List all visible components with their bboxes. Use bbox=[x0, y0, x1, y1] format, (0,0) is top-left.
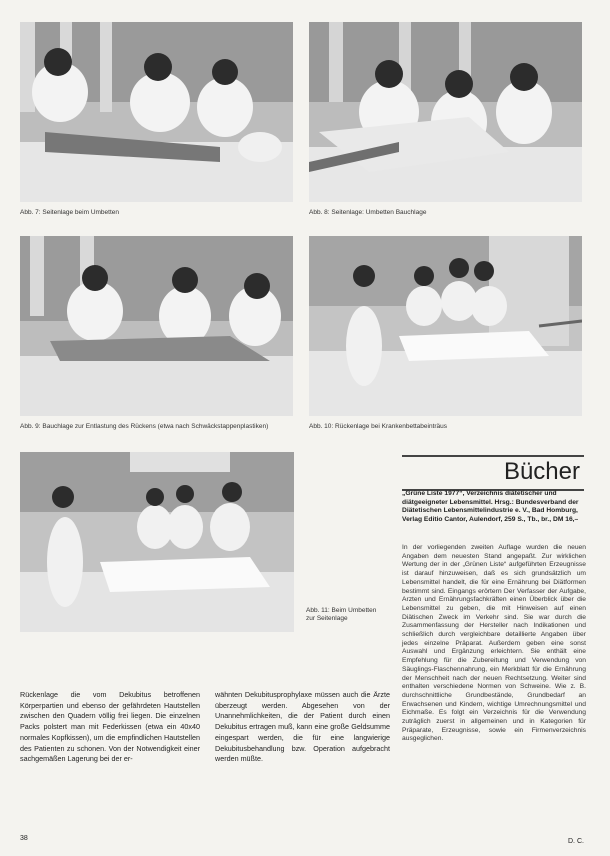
figure-10-caption: Abb. 10: Rückenlage bei Krankenbettabeinträus bbox=[309, 423, 448, 430]
books-heading: Bücher bbox=[503, 458, 580, 485]
body-text-middle-column: wähnten Dekubitusprophylaxe müssen auch die Ärzte überzeugt werden. Abgesehen von der Unannehmlichkeiten, die der Patient durch einen Dekubitus ertragen muß, kann eine große Geldsumme eingespart werden, die für eine langwierige Dekubitusbehandlung bzw. Operation aufgebracht werden müßte. bbox=[215, 690, 390, 764]
figure-11-caption: Abb. 11: Beim Umbetten zur Seitenlage bbox=[306, 607, 377, 622]
figure-11-photo bbox=[20, 452, 294, 632]
books-heading-box bbox=[402, 455, 584, 491]
figure-10-photo bbox=[309, 236, 582, 416]
body-text-left-column: Rückenlage die vom Dekubitus betroffenen Körperpartien und ebenso der gefährdeten Hautstellen zwischen den Quadern völlig frei liegen. Die einzelnen Packs polstert man mit Federkissen (etwa ein 40x40 normales Kopfkissen), um die empfindlichen Hautstellen des Patienten zu schonen. Von der Notwendigkeit einer sachgemäßen Lagerung bei der er- bbox=[20, 690, 200, 764]
review-signature: D. C. bbox=[568, 838, 584, 845]
figure-9-photo bbox=[20, 236, 293, 416]
figure-9-caption: Abb. 9: Bauchlage zur Entlastung des Rückens (etwa nach Schwäckstappenplastiken) bbox=[20, 423, 269, 430]
figure-7-photo bbox=[20, 22, 293, 202]
book-review-text: In der vorliegenden zweiten Auflage wurden die neuen Angaben dem neuesten Stand angepaßt. Zur wirklichen Wertung der in der „Grünen Liste“ aufgeführten Erzeugnisse ist darauf hinzuweisen, daß es sich grundsätzlich um Lebensmittel handelt, die für eine Ernährung bei Diätformen bestimmt sind. Eingangs erörtern Der Verfasser der Aufgabe, Arzten und Ernährungsfachkräften einen Überblick über die Lebensmittel zu geben, die mit Hinweisen auf einen Diätischen Zweck im Verkehr sind. Sie war durch die Zusammenfassung der Hersteller nach Indikationen und schließlich durch vergleichbare detaillierte Angaben über jedes einzelne Präparat. Außerdem geben eine sonst Auswahl und Ergänzung erleichtern. Sie enthält eine Empfehlung für die Zubereitung und Verwendung von Säuglings-Flaschennahrung, ein Merkblatt für die Ernährung der Menschheit nach der neuen Rechtsetzung. Weiter sind enthalten verschiedene Normen von Schweine. Wie z. B. durchschnittliche Grundbestände, Grundbedarf an Erwachsenen und Kindern, wichtige Umrechnungsmittel und Eichmaße. Es folgt ein Verzeichnis für die Verwendung zuträglich zuerst in allgemeinen und in Kategorien für Präparate, Erzeugnisse, sowie ein Firmenverzeichnis ausgeglichen. bbox=[402, 544, 586, 743]
book-title-entry: „Grüne Liste 1977“, Verzeichnis diätetischer und diätgeeigneter Lebensmittel. Hrsg.: Bundesverband der Diätetischen Lebensmittelindustrie e. V., Bad Homburg, Verlag Editio Cantor, Aulendorf, 259 S., Tb., br., DM 16,– bbox=[402, 490, 579, 524]
figure-8-photo bbox=[309, 22, 582, 202]
figure-8-caption: Abb. 8: Seitenlage: Umbetten Bauchlage bbox=[309, 209, 427, 216]
page-number: 38 bbox=[20, 835, 28, 842]
figure-7-caption: Abb. 7: Seitenlage beim Umbetten bbox=[20, 209, 120, 216]
